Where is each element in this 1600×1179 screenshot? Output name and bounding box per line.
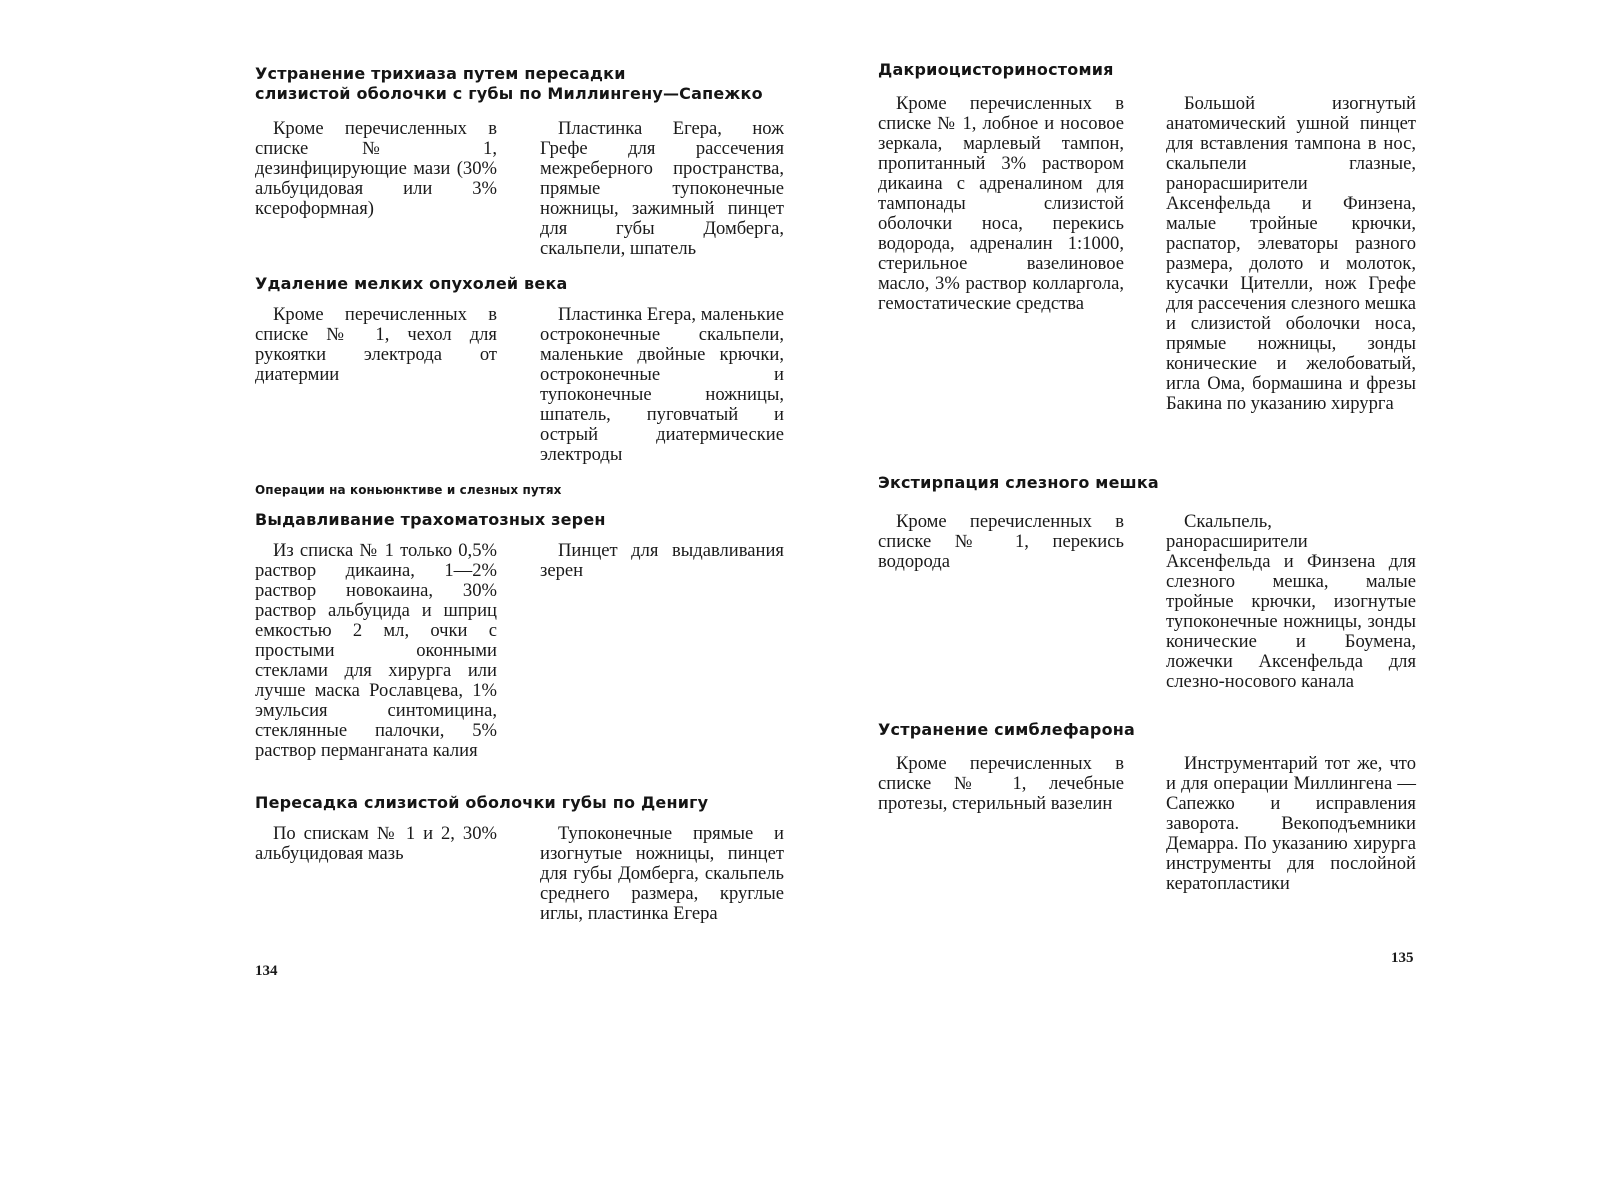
trachoma-supplies: Из списка № 1 только 0,5% раствор дикаина, 1—2% раствор новокаина, 30% раствор альбуцида и шприц емкостью 2 мл, очки с простыми оконными стеклами для хирурга или лучше маска Рославцева, 1% эмульсия синтомицина, стеклянные палочки, 5% раствор перманганата калия: [255, 540, 497, 761]
section-title-denig: Пересадка слизистой оболочки губы по Денигу: [255, 793, 709, 812]
denig-instruments: Тупоконечные прямые и изогнутые ножницы, пинцет для губы Домберга, скальпель среднего размера, круглые иглы, пластинка Егера: [540, 823, 784, 924]
trichiasis-supplies: Кроме перечисленных в списке № 1, дезинфицирующие мази (30% альбуцидовая или 3% ксероформная): [255, 118, 497, 219]
dacryo-supplies: Кроме перечисленных в списке № 1, лобное и носовое зеркала, марлевый тампон, пропитанный 3% раствором дикаина с адреналином для тампонады слизистой оболочки носа, перекись водорода, адреналин 1:1000, стерильное вазелиновое масло, 3% раствор колларгола, гемостатические средства: [878, 93, 1124, 314]
section-title-eyelid-tumors: Удаление мелких опухолей века: [255, 274, 568, 293]
section-title-trichiasis-line1: Устранение трихиаза путем пересадки: [255, 64, 626, 83]
trachoma-instruments: Пинцет для выдавливания зерен: [540, 540, 784, 581]
left-page: [255, 0, 795, 1179]
right-page: [878, 0, 1438, 1179]
dacryo-instruments: Большой изогнутый анатомический ушной пинцет для вставления тампона в нос, скальпели глазные, ранорасширители Аксенфельда и Финзена, малые тройные крючки, распатор, элеваторы разного размера, долото и молоток, кусачки Цителли, нож Грефе для рассечения слезного мешка и слизистой оболочки носа, прямые ножницы, зонды конические и желобоватый, игла Ома, бормашина и фрезы Бакина по указанию хирурга: [1166, 93, 1416, 414]
denig-supplies: По спискам № 1 и 2, 30% альбуцидовая мазь: [255, 823, 497, 864]
group-title-conjunctiva: Операции на коньюнктиве и слезных путях: [255, 483, 562, 497]
eyelid-tumors-instruments: Пластинка Егера, маленькие остроконечные скальпели, маленькие двойные крючки, остроконечные и тупоконечные ножницы, шпатель, пуговчатый и острый диатермические электроды: [540, 304, 784, 465]
eyelid-tumors-supplies: Кроме перечисленных в списке № 1, чехол для рукоятки электрода от диатермии: [255, 304, 497, 385]
section-title-dacryocystorhinostomy: Дакриоцисториностомия: [878, 60, 1114, 79]
lacrimal-sac-supplies: Кроме перечисленных в списке № 1, перекись водорода: [878, 511, 1124, 572]
symblepharon-instruments: Инструментарий тот же, что и для операции Миллингена — Сапежко и исправления заворота. Векоподъемники Демарра. По указанию хирурга инструменты для послойной кератопластики: [1166, 753, 1416, 894]
lacrimal-sac-instruments: Скальпель, ранорасширители Аксенфельда и Финзена для слезного мешка, малые тройные крючки, изогнутые тупоконечные ножницы, зонды конические и Боумена, ложечки Аксенфельда для слезно-носового канала: [1166, 511, 1416, 692]
section-title-trachoma: Выдавливание трахоматозных зерен: [255, 510, 606, 529]
page-number-left: 134: [255, 963, 278, 979]
section-title-lacrimal-sac: Экстирпация слезного мешка: [878, 473, 1159, 492]
symblepharon-supplies: Кроме перечисленных в списке № 1, лечебные протезы, стерильный вазелин: [878, 753, 1124, 814]
section-title-symblepharon: Устранение симблефарона: [878, 720, 1136, 739]
page-number-right: 135: [1391, 950, 1414, 966]
section-title-trichiasis-line2: слизистой оболочки с губы по Миллингену—Сапежко: [255, 84, 763, 103]
trichiasis-instruments: Пластинка Егера, нож Грефе для рассечения межреберного пространства, прямые тупоконечные ножницы, зажимный пинцет для губы Домберга, скальпели, шпатель: [540, 118, 784, 259]
